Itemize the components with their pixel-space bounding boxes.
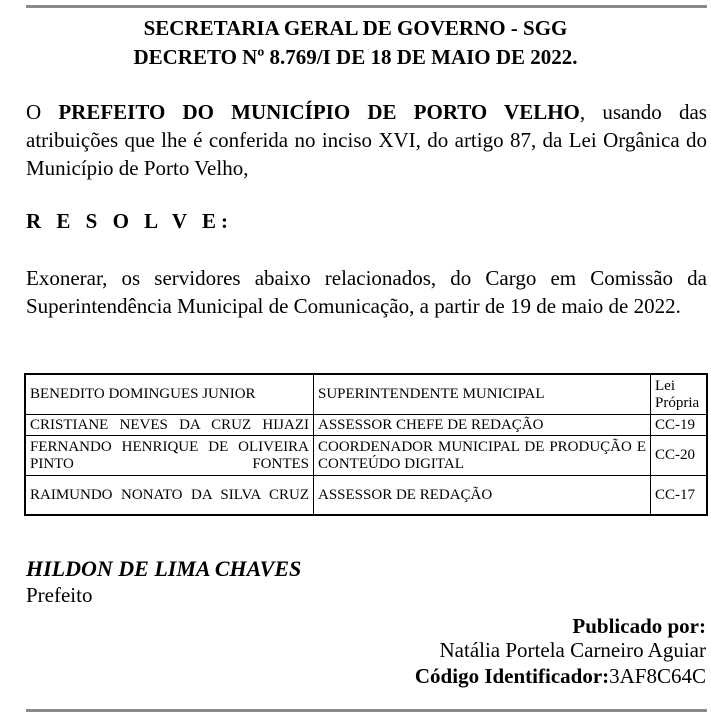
servidor-simbolo: CC-20 [651,436,708,476]
table-row [25,436,707,476]
servidor-cargo: SUPERINTENDENTE MUNICIPAL [314,374,651,415]
signatory-name: HILDON DE LIMA CHAVES [26,556,302,581]
table-row [25,476,707,516]
body-paragraph: Exonerar, os servidores abaixo relacionados, do Cargo em Comissão da Superintendência Municipal de Comunicação, a partir de 19 de maio de 2022. [26,266,707,318]
publisher-name: Natália Portela Carneiro Aguiar [439,638,706,662]
bottom-rule [26,709,707,712]
servidor-simbolo: CC-17 [651,476,708,516]
servidor-nome: RAIMUNDO NONATO DA SILVA CRUZ [25,476,314,516]
servidor-cargo: COORDENADOR MUNICIPAL DE PRODUÇÃO E CONTEÚDO DIGITAL [314,436,651,476]
preamble-prefix: O [26,100,59,124]
servidores-table [24,373,708,516]
servidor-nome: CRISTIANE NEVES DA CRUZ HIJAZI [25,415,314,436]
identifier-code [415,664,706,689]
servidor-simbolo: Lei Própria [651,374,708,415]
preamble-authority: PREFEITO DO MUNICÍPIO DE PORTO VELHO [58,100,580,124]
published-by-label: Publicado por: [572,614,706,638]
servidor-nome: BENEDITO DOMINGUES JUNIOR [25,374,314,415]
signatory-role: Prefeito [26,583,93,607]
decree-title: DECRETO Nº 8.769/I DE 18 DE MAIO DE 2022. [133,45,578,69]
resolve-label: R E S O L V E: [26,209,233,233]
servidor-nome: FERNANDO HENRIQUE DE OLIVEIRA PINTO FONTES [25,436,314,476]
servidor-cargo: ASSESSOR DE REDAÇÃO [314,476,651,516]
table-row [25,374,707,415]
identifier-code-label: Código Identificador: [414,664,610,688]
table-row [25,415,707,436]
top-rule [26,5,707,8]
preamble-paragraph [26,98,707,182]
preamble-rest: , usando das atribuições que lhe é conferida no inciso XVI, do artigo 87, da Lei Orgânica do Município de Porto Velho, [26,100,707,180]
identifier-code-value: 3AF8C64C [609,664,706,688]
department-heading: SECRETARIA GERAL DE GOVERNO - SGG [143,16,568,40]
servidor-cargo: ASSESSOR CHEFE DE REDAÇÃO [314,415,651,436]
servidor-simbolo: CC-19 [651,415,708,436]
